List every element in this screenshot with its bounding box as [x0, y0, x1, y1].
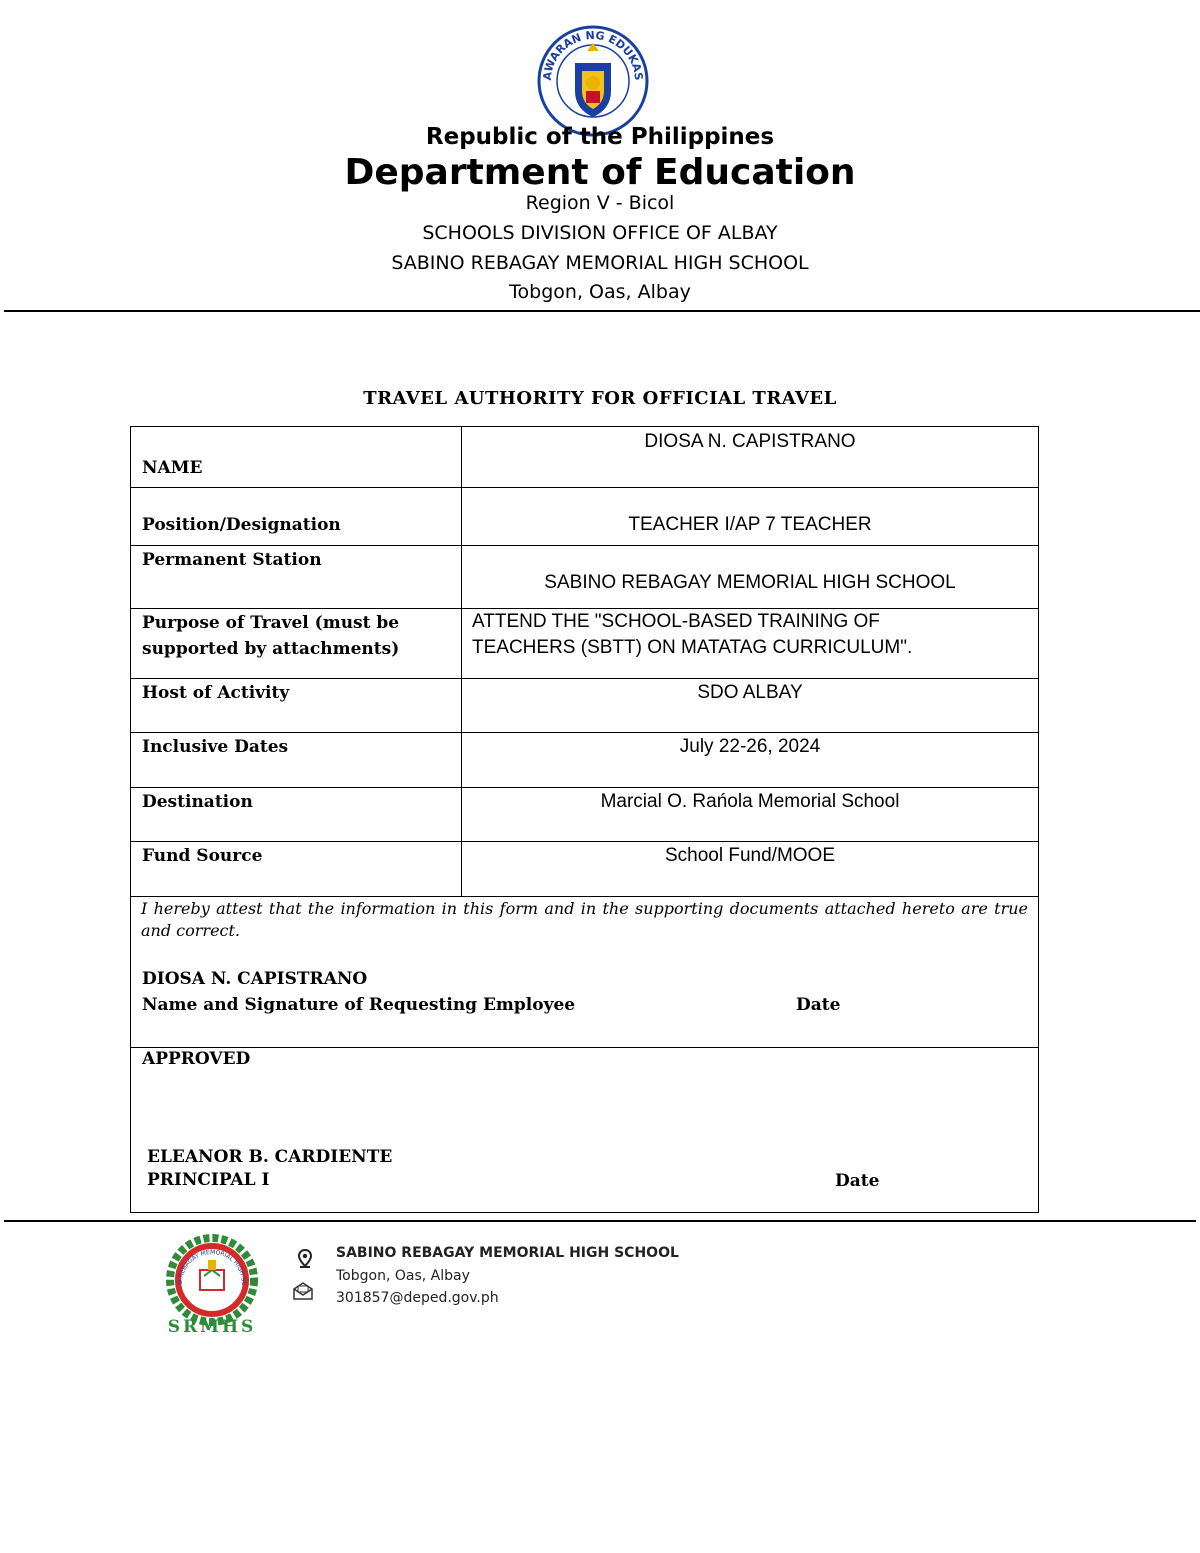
label-name — [131, 427, 462, 488]
approver-date-label: Date — [835, 1171, 880, 1191]
label-text: Destination — [142, 792, 253, 812]
value-station — [462, 546, 1039, 609]
approval-cell — [131, 1048, 1039, 1213]
requester-name: DIOSA N. CAPISTRANO — [142, 969, 368, 989]
value-text-line1: ATTEND THE "SCHOOL-BASED TRAINING OF — [472, 611, 880, 632]
department-title: Department of Education — [344, 152, 856, 193]
school-line: SABINO REBAGAY MEMORIAL HIGH SCHOOL — [391, 252, 809, 274]
value-text: July 22-26, 2024 — [679, 736, 821, 757]
mail-icon — [292, 1282, 314, 1300]
table-row — [131, 733, 1039, 788]
label-text: Fund Source — [142, 846, 263, 866]
republic-line: Republic of the Philippines — [425, 124, 775, 150]
table-row — [131, 1048, 1039, 1213]
table-row — [131, 788, 1039, 842]
footer-rule — [4, 1220, 1196, 1222]
travel-form-table — [130, 426, 1039, 1213]
label-text-line2: supported by attachments) — [142, 639, 400, 659]
approver-name: ELEANOR B. CARDIENTE — [147, 1147, 393, 1167]
label-text: Position/Designation — [142, 515, 341, 535]
label-dates — [131, 733, 462, 788]
logo-acronym: SRMHS — [167, 1317, 257, 1337]
table-row — [131, 488, 1039, 546]
label-host — [131, 679, 462, 733]
requester-date-label: Date — [796, 995, 841, 1015]
table-row — [131, 679, 1039, 733]
form-title: TRAVEL AUTHORITY FOR OFFICIAL TRAVEL — [363, 388, 837, 409]
label-text: Host of Activity — [142, 683, 290, 703]
srmhs-logo — [152, 1232, 272, 1338]
value-position — [462, 488, 1039, 546]
label-text: Inclusive Dates — [142, 737, 289, 757]
attestation-cell — [131, 897, 1039, 1048]
label-station — [131, 546, 462, 609]
requester-caption: Name and Signature of Requesting Employee — [142, 995, 576, 1015]
value-dates — [462, 733, 1039, 788]
header-rule — [4, 310, 1200, 312]
label-text: Permanent Station — [142, 550, 322, 570]
value-text: SABINO REBAGAY MEMORIAL HIGH SCHOOL — [544, 572, 956, 593]
value-destination — [462, 788, 1039, 842]
table-row — [131, 609, 1039, 679]
label-destination — [131, 788, 462, 842]
label-text-line1: Purpose of Travel (must be — [142, 613, 400, 633]
region-line: Region V - Bicol — [525, 192, 675, 214]
value-purpose — [462, 609, 1039, 679]
value-text: Marcial O. Rańola Memorial School — [600, 791, 900, 812]
label-position — [131, 488, 462, 546]
value-text: DIOSA N. CAPISTRANO — [644, 431, 856, 452]
logo-ring-text: O REBAGAY MEMORIAL HIGH SC — [176, 1248, 248, 1286]
value-host — [462, 679, 1039, 733]
value-text-line2: TEACHERS (SBTT) ON MATATAG CURRICULUM". — [472, 637, 913, 658]
approved-label: APPROVED — [142, 1049, 251, 1069]
table-row — [131, 897, 1039, 1048]
approver-title: PRINCIPAL I — [147, 1170, 270, 1190]
label-purpose — [131, 609, 462, 679]
deped-seal — [537, 25, 649, 137]
table-row — [131, 427, 1039, 488]
value-fund — [462, 842, 1039, 897]
division-line: SCHOOLS DIVISION OFFICE OF ALBAY — [422, 222, 778, 244]
value-text: TEACHER I/AP 7 TEACHER — [628, 514, 872, 535]
footer-email[interactable]: 301857@deped.gov.ph — [336, 1290, 499, 1306]
value-text: SDO ALBAY — [697, 682, 803, 703]
seal-ring-text: AWARAN NG EDUKAS — [540, 28, 646, 81]
label-fund — [131, 842, 462, 897]
table-row — [131, 842, 1039, 897]
label-text: NAME — [142, 458, 203, 478]
value-text: School Fund/MOOE — [664, 845, 836, 866]
attestation-text: I hereby attest that the information in this form and in the supporting documents attached hereto are true and correct. — [141, 899, 1028, 940]
footer-address: Tobgon, Oas, Albay — [336, 1268, 470, 1284]
table-row — [131, 546, 1039, 609]
location-pin-icon — [297, 1249, 313, 1269]
address-line: Tobgon, Oas, Albay — [509, 281, 691, 303]
footer-school: SABINO REBAGAY MEMORIAL HIGH SCHOOL — [336, 1245, 679, 1261]
value-name — [462, 427, 1039, 488]
